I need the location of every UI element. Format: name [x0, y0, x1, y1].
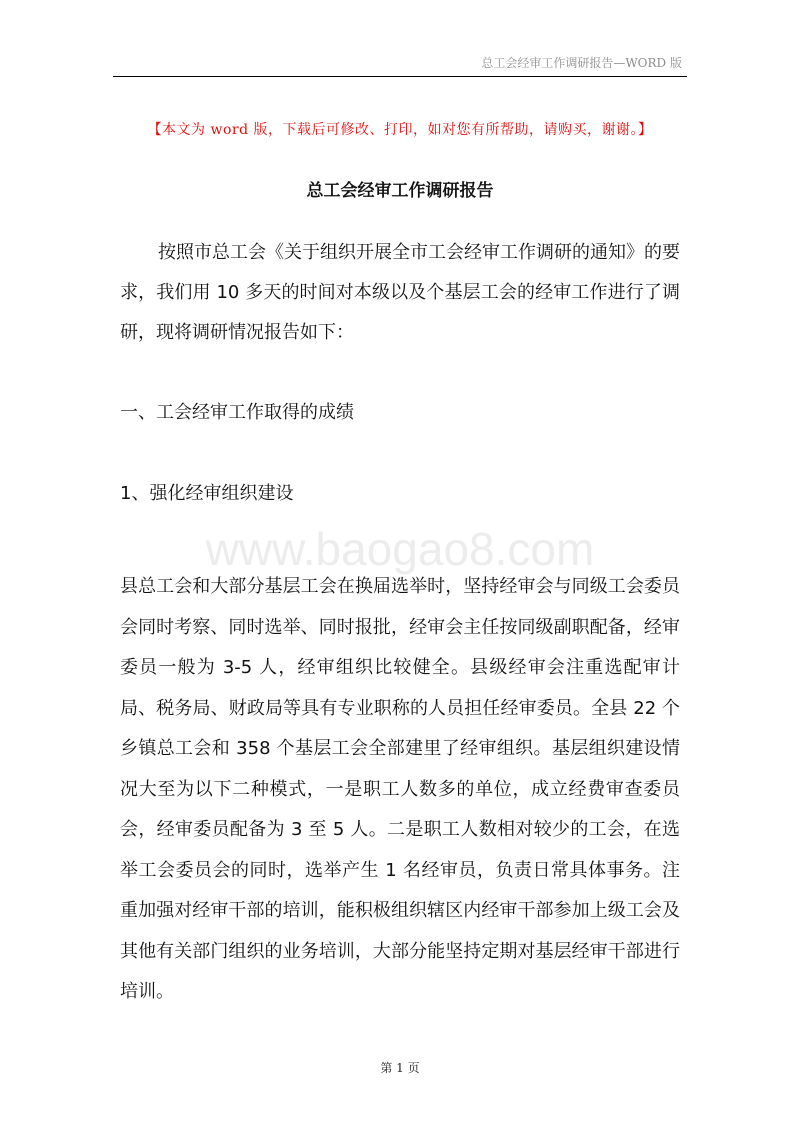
section-heading: 一、工会经审工作取得的成绩 — [120, 402, 354, 423]
header-divider — [113, 76, 687, 77]
document-body — [120, 233, 680, 1013]
body-paragraph: 县总工会和大部分基层工会在换届选举时，坚持经审会与同级工会委员会同时考察、同时选举、同时报批，经审会主任按同级副职配备，经审委员一般为 3-5 人，经审组织比较健全。县级经审会注重选配审计局、税务局、财政局等具有专业职称的人员担任经审委员。全县 22 个乡镇总工会和 358 个基层工会全部建里了经审组织。基层组织建设情况大至为以下二种模式，一是职工人数多的单位，成立经费审查委员会，经审委员配备为 3 至 5 人。二是职工人数相对较少的工会，在选举工会委员会的同时，选举产生 1 名经审员，负责日常具体事务。注重加强对经审干部的培训，能积极组织辖区内经审干部参加上级工会及其他有关部门组织的业务培训，大部分能坚持定期对基层经审干部进行培训。 — [120, 576, 680, 1002]
intro-paragraph: 按照市总工会《关于组织开展全市工会经审工作调研的通知》的要求，我们用 10 多天的时间对本级以及个基层工会的经审工作进行了调研，现将调研情况报告如下： — [120, 242, 680, 343]
document-title: 总工会经审工作调研报告 — [306, 181, 494, 201]
running-header: 总工会经审工作调研报告—WORD 版 — [481, 56, 682, 70]
watermark: www.baogao8.com — [205, 523, 595, 575]
subsection-heading: 1、强化经审组织建设 — [120, 483, 294, 504]
page-number: 第 1 页 — [380, 1061, 420, 1075]
purchase-notice: 【本文为 word 版，下载后可修改、打印，如对您有所帮助，请购买，谢谢。】 — [147, 122, 653, 138]
